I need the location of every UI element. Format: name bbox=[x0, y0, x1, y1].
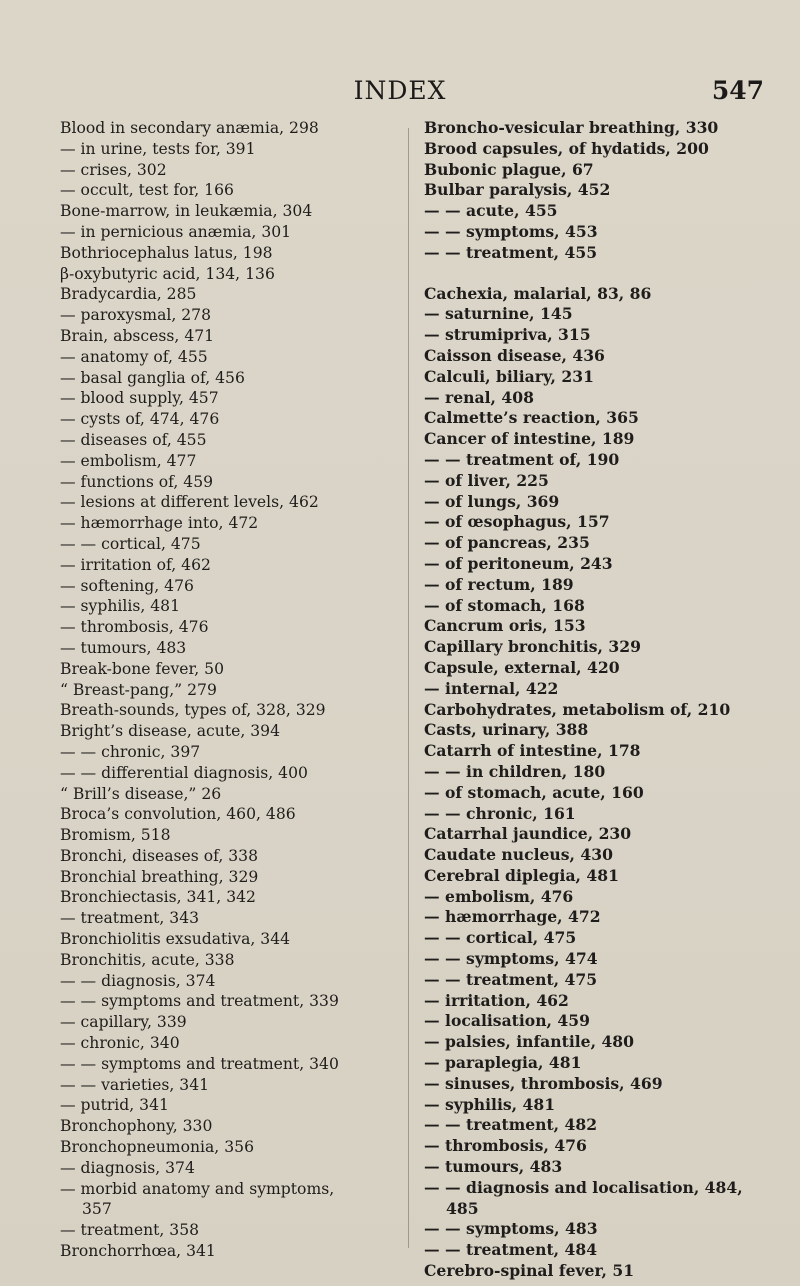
index-entry: — sinuses, thrombosis, 469 bbox=[424, 1073, 663, 1093]
index-entry: — of peritoneum, 243 bbox=[424, 553, 613, 573]
index-entry: — in urine, tests for, 391 bbox=[60, 139, 256, 158]
index-entry: — lesions at different levels, 462 bbox=[60, 493, 319, 512]
index-entry: — anatomy of, 455 bbox=[60, 347, 208, 366]
index-entry: Brain, abscess, 471 bbox=[60, 326, 215, 345]
index-entry: Broncho-vesicular breathing, 330 bbox=[424, 118, 719, 137]
index-entry: — syphilis, 481 bbox=[424, 1094, 556, 1114]
index-entry: — — symptoms, 453 bbox=[424, 221, 598, 241]
page-title: INDEX bbox=[353, 76, 447, 105]
index-entry: — putrid, 341 bbox=[60, 1096, 169, 1115]
index-entry: — occult, test for, 166 bbox=[60, 181, 234, 200]
index-entry: — diagnosis, 374 bbox=[60, 1158, 195, 1177]
index-entry: Bronchi, diseases of, 338 bbox=[60, 846, 258, 865]
index-column-left bbox=[60, 118, 400, 1262]
index-entry: Caudate nucleus, 430 bbox=[424, 845, 613, 865]
index-entry: Bronchiolitis exsudativa, 344 bbox=[60, 930, 291, 949]
index-entry: Brood capsules, of hydatids, 200 bbox=[424, 138, 709, 158]
index-entry: — localisation, 459 bbox=[424, 1011, 590, 1031]
index-entry-continuation: 357 bbox=[82, 1200, 112, 1219]
index-entry: Bronchiectasis, 341, 342 bbox=[60, 888, 256, 907]
index-entry: Broca’s convolution, 460, 486 bbox=[60, 805, 296, 824]
index-entry: — paroxysmal, 278 bbox=[60, 306, 212, 325]
index-entry: — capillary, 339 bbox=[60, 1013, 187, 1032]
index-entry: — — symptoms and treatment, 340 bbox=[60, 1054, 339, 1073]
index-entry: — of lungs, 369 bbox=[424, 491, 560, 511]
index-entry: Bronchorrhœa, 341 bbox=[60, 1242, 216, 1261]
index-entry: — of rectum, 189 bbox=[424, 574, 574, 594]
index-entry: — — diagnosis, 374 bbox=[60, 971, 216, 990]
index-entry: — — chronic, 397 bbox=[60, 742, 201, 761]
index-entry: — hæmorrhage, 472 bbox=[424, 907, 601, 927]
index-entry: Bright’s disease, acute, 394 bbox=[60, 722, 280, 741]
index-entry: Cachexia, malarial, 83, 86 bbox=[424, 283, 652, 303]
index-entry: — saturnine, 145 bbox=[424, 304, 573, 324]
index-entry: Cancrum oris, 153 bbox=[424, 616, 586, 636]
index-entry: — of œsophagus, 157 bbox=[424, 512, 610, 532]
index-entry: — diseases of, 455 bbox=[60, 430, 207, 449]
index-entry: — of stomach, acute, 160 bbox=[424, 782, 644, 802]
index-entry: — functions of, 459 bbox=[60, 472, 214, 491]
index-entry: “ Breast-pang,” 279 bbox=[60, 680, 217, 699]
index-entry: Casts, urinary, 388 bbox=[424, 720, 589, 740]
index-entry: — basal ganglia of, 456 bbox=[60, 368, 245, 387]
index-entry: — renal, 408 bbox=[424, 387, 534, 407]
index-entry: Break-bone fever, 50 bbox=[60, 659, 225, 678]
index-entry: Catarrhal jaundice, 230 bbox=[424, 824, 632, 844]
index-entry: — of stomach, 168 bbox=[424, 595, 585, 615]
index-entry: — — in children, 180 bbox=[424, 761, 606, 781]
index-entry: — treatment, 358 bbox=[60, 1221, 200, 1240]
index-entry: Bradycardia, 285 bbox=[60, 285, 197, 304]
index-entry: Caisson disease, 436 bbox=[424, 345, 605, 365]
index-entry: Calculi, biliary, 231 bbox=[424, 366, 594, 386]
index-entry: — — treatment, 484 bbox=[424, 1240, 598, 1260]
index-entry: — hæmorrhage into, 472 bbox=[60, 514, 259, 533]
index-entry: — treatment, 343 bbox=[60, 909, 200, 928]
index-entry: Blood in secondary anæmia, 298 bbox=[60, 119, 319, 137]
index-entry: — irritation, 462 bbox=[424, 990, 569, 1010]
index-entry: Bronchitis, acute, 338 bbox=[60, 950, 235, 969]
index-entry: Bulbar paralysis, 452 bbox=[424, 180, 611, 200]
index-entry: Breath-sounds, types of, 328, 329 bbox=[60, 701, 326, 720]
index-entry: — of pancreas, 235 bbox=[424, 533, 590, 553]
index-entry: — blood supply, 457 bbox=[60, 389, 219, 408]
index-column-right bbox=[424, 118, 770, 1282]
index-entry: — — symptoms, 474 bbox=[424, 949, 598, 969]
index-entry: — morbid anatomy and symptoms, bbox=[60, 1179, 335, 1198]
index-entry: — thrombosis, 476 bbox=[60, 618, 209, 637]
index-entry: Bubonic plague, 67 bbox=[424, 159, 594, 179]
index-entry: β-oxybutyric acid, 134, 136 bbox=[60, 264, 275, 283]
index-entry: — of liver, 225 bbox=[424, 470, 549, 490]
index-entry: — syphilis, 481 bbox=[60, 597, 181, 616]
index-entry: — — varieties, 341 bbox=[60, 1075, 210, 1094]
index-entry: — — treatment of, 190 bbox=[424, 449, 620, 469]
index-entry: Bothriocephalus latus, 198 bbox=[60, 243, 273, 262]
index-entry: — crises, 302 bbox=[60, 160, 167, 179]
index-entry: “ Brill’s disease,” 26 bbox=[60, 784, 222, 803]
index-entry: Cancer of intestine, 189 bbox=[424, 429, 635, 449]
index-entry: — — cortical, 475 bbox=[60, 534, 201, 553]
index-entry: — tumours, 483 bbox=[424, 1157, 563, 1177]
index-entry-continuation: 485 bbox=[446, 1198, 479, 1218]
index-entry: — internal, 422 bbox=[424, 678, 559, 698]
index-entry: — — acute, 455 bbox=[424, 201, 558, 221]
index-entry: — — symptoms, 483 bbox=[424, 1219, 598, 1239]
index-entry: Cerebral diplegia, 481 bbox=[424, 865, 619, 885]
index-entry: — paraplegia, 481 bbox=[424, 1053, 582, 1073]
index-entry: — tumours, 483 bbox=[60, 638, 187, 657]
index-entry: — — treatment, 455 bbox=[424, 242, 598, 262]
index-entry: Cerebro-spinal fever, 51 bbox=[424, 1261, 635, 1281]
index-entry: — palsies, infantile, 480 bbox=[424, 1032, 635, 1052]
index-entry: — — symptoms and treatment, 339 bbox=[60, 992, 339, 1011]
index-entry: — — chronic, 161 bbox=[424, 803, 576, 823]
index-entry: Calmette’s reaction, 365 bbox=[424, 408, 639, 428]
index-entry: — — cortical, 475 bbox=[424, 928, 577, 948]
index-entry: Bronchial breathing, 329 bbox=[60, 867, 259, 886]
index-entry: Carbohydrates, metabolism of, 210 bbox=[424, 699, 731, 719]
index-entry: — — treatment, 482 bbox=[424, 1115, 598, 1135]
column-divider bbox=[408, 128, 409, 1248]
index-entry: — — diagnosis and localisation, 484, bbox=[424, 1177, 743, 1197]
index-entry: — chronic, 340 bbox=[60, 1034, 180, 1053]
index-entry: Bromism, 518 bbox=[60, 826, 171, 845]
index-entry: — embolism, 477 bbox=[60, 451, 197, 470]
index-entry: Capillary bronchitis, 329 bbox=[424, 637, 641, 657]
index-entry: Bronchophony, 330 bbox=[60, 1117, 213, 1136]
index-entry: — cysts of, 474, 476 bbox=[60, 410, 220, 429]
index-entry: — embolism, 476 bbox=[424, 886, 574, 906]
index-entry: — thrombosis, 476 bbox=[424, 1136, 587, 1156]
index-entry: — — differential diagnosis, 400 bbox=[60, 763, 308, 782]
index-entry: Bronchopneumonia, 356 bbox=[60, 1138, 254, 1157]
index-entry: Capsule, external, 420 bbox=[424, 657, 620, 677]
index-entry: — in pernicious anæmia, 301 bbox=[60, 222, 292, 241]
index-entry: — strumipriva, 315 bbox=[424, 325, 591, 345]
index-entry: — irritation of, 462 bbox=[60, 555, 211, 574]
page-number: 547 bbox=[711, 76, 764, 105]
index-entry: — — treatment, 475 bbox=[424, 969, 598, 989]
index-entry: — softening, 476 bbox=[60, 576, 194, 595]
index-entry: Bone-marrow, in leukæmia, 304 bbox=[60, 202, 313, 221]
index-entry: Catarrh of intestine, 178 bbox=[424, 741, 641, 761]
